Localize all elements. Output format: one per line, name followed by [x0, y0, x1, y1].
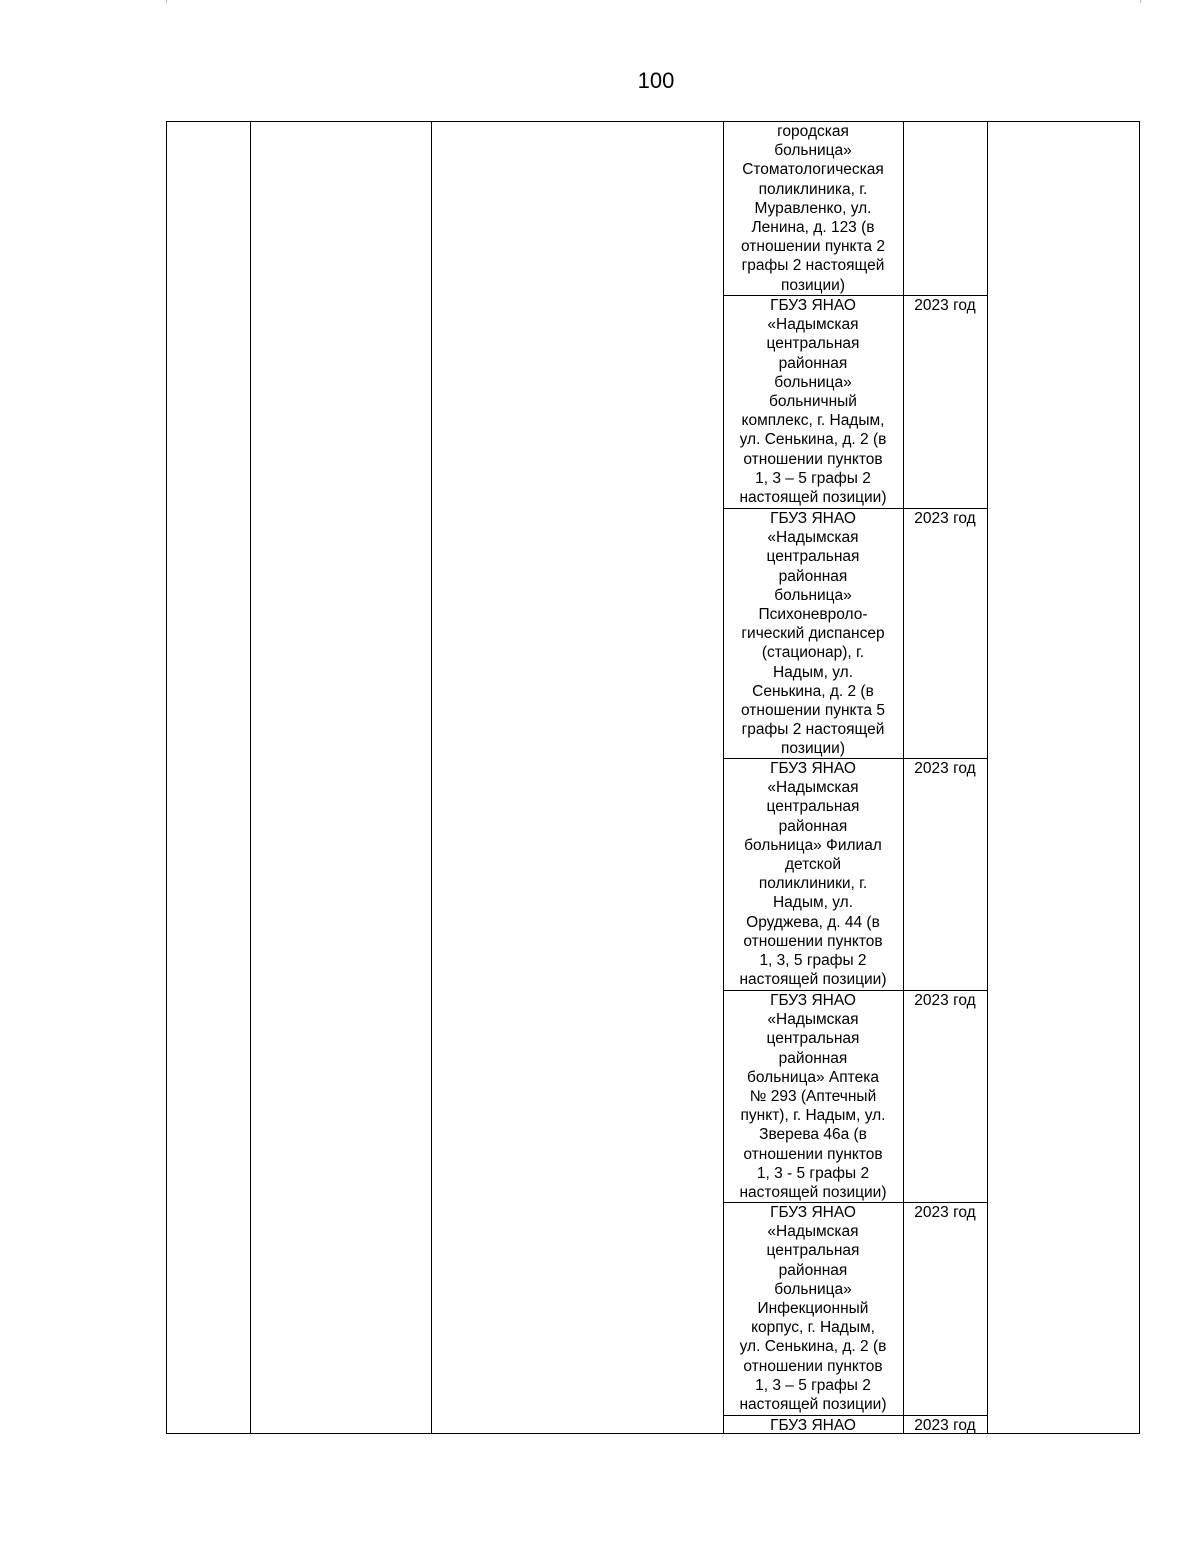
facility-cell: ГБУЗ ЯНАО «Надымская центральная районная больница» Аптека № 293 (Аптечный пункт), г. Надым, ул. Зверева 46а (в отношении пунктов 1, 3 - 5 графы 2 настоящей позиции) [739, 992, 887, 1202]
column-divider [987, 122, 988, 1433]
column-divider [431, 122, 432, 1433]
facility-cell: ГБУЗ ЯНАО «Надымская центральная районная больница» Инфекционный корпус, г. Надым, ул. Сенькина, д. 2 (в отношении пунктов 1, 3 – 5 графы 2 настоящей позиции) [739, 1204, 887, 1414]
deadline-cell: 2023 год [914, 992, 976, 1009]
scan-mark-right [1140, 0, 1141, 3]
deadline-cell: 2023 год [914, 760, 976, 777]
facility-cell: ГБУЗ ЯНАО «Надымская центральная районная больница» Психоневроло- гический диспансер (стационар), г. Надым, ул. Сенькина, д. 2 (в отношении пункта 5 графы 2 настоящей позиции) [741, 510, 885, 758]
facility-cell: ГБУЗ ЯНАО «Надымская центральная районная больница» Филиал детской поликлиники, г. Надым, ул. Оруджева, д. 44 (в отношении пунктов 1, 3, 5 графы 2 настоящей позиции) [739, 760, 887, 989]
table-row [723, 758, 987, 990]
column-divider [250, 122, 251, 1433]
deadline-cell: 2023 год [914, 510, 976, 527]
table-row [723, 508, 987, 758]
facility-cell: городская больница» Стоматологическая поликлиника, г. Муравленко, ул. Ленина, д. 123 (в отношении пункта 2 графы 2 настоящей позиции) [741, 123, 885, 294]
table-row [723, 122, 987, 295]
table-row [723, 295, 987, 508]
facility-cell: ГБУЗ ЯНАО «Надымская центральная районная больница» больничный комплекс, г. Надым, ул. Сенькина, д. 2 (в отношении пунктов 1, 3 – 5 графы 2 настоящей позиции) [739, 297, 887, 507]
facility-cell: ГБУЗ ЯНАО [770, 1417, 856, 1433]
deadline-cell: 2023 год [914, 1417, 976, 1433]
page-number: 100 [637, 68, 675, 93]
document-table [166, 121, 1140, 1434]
deadline-cell: 2023 год [914, 297, 976, 314]
table-row [723, 1415, 987, 1433]
table-row [723, 1202, 987, 1415]
scan-mark-left [166, 0, 167, 3]
deadline-cell: 2023 год [914, 1204, 976, 1221]
table-row [723, 990, 987, 1202]
